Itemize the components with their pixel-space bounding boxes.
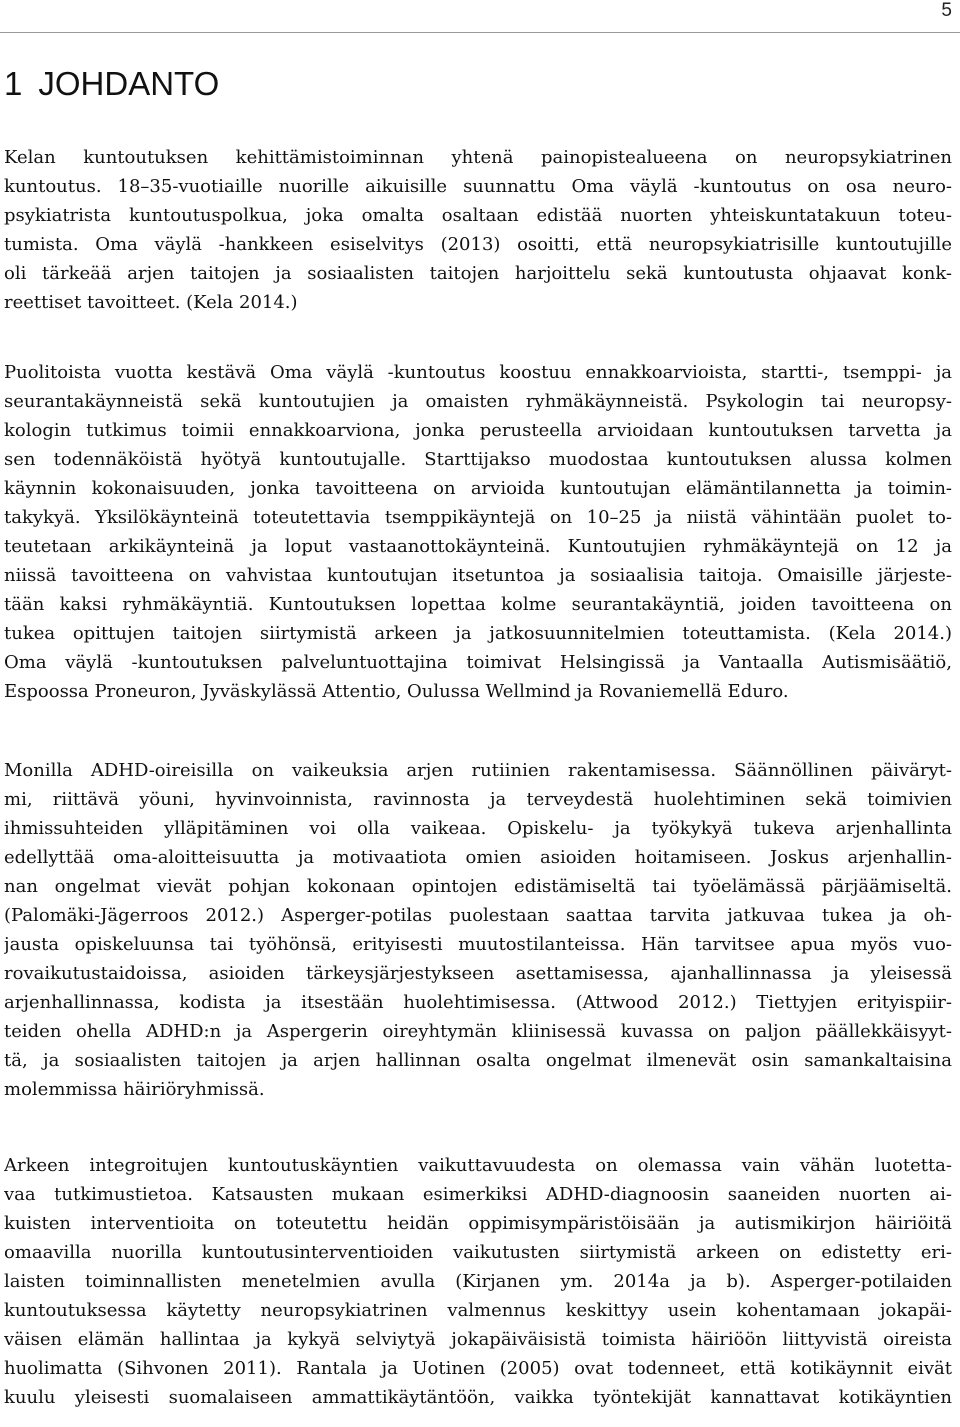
paragraph-line: Espoossa Proneuron, Jyväskylässä Attentio, Oulussa Wellmind ja Rovaniemellä Eduro. — [4, 681, 789, 702]
paragraph-line: jausta opiskeluunsa tai työhönsä, erityisesti muutostilanteissa. Hän tarvitsee apua myös vuo- — [4, 934, 952, 955]
paragraph-line: Kelan kuntoutuksen kehittämistoiminnan yhtenä painopistealueena on neuropsykiatrinen — [4, 147, 952, 168]
paragraph-line: molemmissa häiriöryhmissä. — [4, 1079, 265, 1100]
paragraph-line: tumista. Oma väylä -hankkeen esiselvitys (2013) osoitti, että neuropsykiatrisille kuntoutujille — [4, 234, 952, 255]
paragraph-line: kuulu yleisesti suomalaiseen ammattikäytäntöön, vaikka työntekijät kannattavat kotikäyntien — [4, 1387, 952, 1408]
paragraph-line: huolimatta (Sihvonen 2011). Rantala ja Uotinen (2005) ovat todenneet, että kotikäynnit eivät — [4, 1358, 952, 1379]
paragraph-line: Arkeen integroitujen kuntoutuskäyntien vaikuttavuudesta on olemassa vain vähän luotetta- — [4, 1155, 952, 1176]
paragraph-line: käynnin kokonaisuuden, jonka tavoitteena on arvioida kuntoutujan elämäntilannetta ja toimin- — [4, 478, 952, 499]
paragraph-2 — [4, 358, 952, 706]
paragraph-4 — [4, 1151, 952, 1412]
paragraph-line: tään kaksi ryhmäkäyntiä. Kuntoutuksen lopettaa kolme seurantakäyntiä, joiden tavoitteena on — [4, 594, 952, 615]
paragraph-line: reettiset tavoitteet. (Kela 2014.) — [4, 292, 298, 313]
paragraph-line: kuisten interventioita on toteutettu heidän oppimisympäristöisään ja autismikirjon häiriöitä — [4, 1213, 952, 1234]
paragraph-line: rovaikutustaidoissa, asioiden tärkeysjärjestykseen asettamisessa, ajanhallinnassa ja yleisessä — [4, 963, 952, 984]
paragraph-line: arjenhallinnassa, kodista ja itsestään huolehtimisessa. (Attwood 2012.) Tiettyjen erityispiir- — [4, 992, 952, 1013]
paragraph-line: kologin tutkimus toimii ennakkoarviona, jonka perusteella arvioidaan kuntoutuksen tarvetta ja — [4, 420, 952, 441]
paragraph-3 — [4, 756, 952, 1104]
paragraph-line: laisten toiminnallisten menetelmien avulla (Kirjanen ym. 2014a ja b). Asperger-potilaiden — [4, 1271, 952, 1292]
paragraph-line: omaavilla nuorilla kuntoutusinterventioiden vaikutusten siirtymistä arkeen on edistetty eri- — [4, 1242, 952, 1263]
paragraph-line: nan ongelmat vievät pohjan kokonaan opintojen edistämiseltä tai työelämässä pärjäämiseltä. — [4, 876, 952, 897]
paragraph-line: (Palomäki-Jägerroos 2012.) Asperger-potilas puolestaan saattaa tarvita jatkuvaa tukea ja oh- — [4, 905, 952, 926]
paragraph-line: takykyä. Yksilökäynteinä toteutettavia tsemppikäyntejä on 10–25 ja niistä vähintään puolet to- — [4, 507, 952, 528]
paragraph-line: tukea opittujen taitojen siirtymistä arkeen ja jatkosuunnitelmien toteuttamista. (Kela 2014.) — [4, 623, 952, 644]
paragraph-line: teutetaan arkikäynteinä ja loput vastaanottokäynteinä. Kuntoutujien ryhmäkäyntejä on 12 ja — [4, 536, 952, 557]
paragraph-line: vaa tutkimustietoa. Katsausten mukaan esimerkiksi ADHD-diagnoosin saaneiden nuorten ai- — [4, 1184, 952, 1205]
page-number: 5 — [941, 0, 952, 21]
paragraph-line: sen todennäköistä hyötyä kuntoutujalle. Starttijakso muodostaa kuntoutuksen alussa kolmen — [4, 449, 952, 470]
paragraph-1 — [4, 143, 952, 317]
paragraph-line: seurantakäynneistä sekä kuntoutujien ja omaisten ryhmäkäynneistä. Psykologin tai neuropsy- — [4, 391, 952, 412]
paragraph-line: kuntoutuksessa käytetty neuropsykiatrinen valmennus keskittyy usein kohentamaan jokapäi- — [4, 1300, 952, 1321]
paragraph-line: niissä tavoitteena on vahvistaa kuntoutujan itsetuntoa ja sosiaalisia taitoja. Omaisille järjeste- — [4, 565, 952, 586]
chapter-number: 1 — [4, 65, 23, 102]
paragraph-line: kuntoutus. 18–35-vuotiaille nuorille aikuisille suunnattu Oma väylä -kuntoutus on osa neuro- — [4, 176, 952, 197]
chapter-title: JOHDANTO — [38, 65, 220, 102]
paragraph-line: edellyttää oma-aloitteisuutta ja motivaatiota omien asioiden hoitamiseen. Joskus arjenhallin- — [4, 847, 952, 868]
paragraph-line: Monilla ADHD-oireisilla on vaikeuksia arjen rutiinien rakentamisessa. Säännöllinen päiväryt- — [4, 760, 952, 781]
paragraph-line: ihmissuhteiden ylläpitäminen voi olla vaikeaa. Opiskelu- ja työkykyä tukeva arjenhallinta — [4, 818, 952, 839]
paragraph-line: väisen elämän hallintaa ja kykyä selviytyä jokapäiväisistä toimista häiriöön liittyvistä oireista — [4, 1329, 952, 1350]
paragraph-line: mi, riittävä yöuni, hyvinvoinnista, ravinnosta ja terveydestä huolehtiminen sekä toimivien — [4, 789, 952, 810]
paragraph-line: Oma väylä -kuntoutuksen palveluntuottajina toimivat Helsingissä ja Vantaalla Autismisäätiö, — [4, 652, 952, 673]
paragraph-line: psykiatrista kuntoutuspolkua, joka omalta osaltaan edistää nuorten yhteiskuntatakuun toteu- — [4, 205, 952, 226]
paragraph-line: oli tärkeää arjen taitojen ja sosiaalisten taitojen harjoittelu sekä kuntoutusta ohjaavat konk- — [4, 263, 952, 284]
chapter-heading — [4, 64, 219, 104]
paragraph-line: tä, ja sosiaalisten taitojen ja arjen hallinnan osalta ongelmat ilmenevät osin samankaltaisina — [4, 1050, 952, 1071]
paragraph-line: teiden ohella ADHD:n ja Aspergerin oireyhtymän kliinisessä kuvassa on paljon päällekkäisyyt- — [4, 1021, 952, 1042]
paragraph-line: Puolitoista vuotta kestävä Oma väylä -kuntoutus koostuu ennakkoarvioista, startti-, tsemppi- ja — [4, 362, 952, 383]
header-rule — [0, 32, 960, 33]
